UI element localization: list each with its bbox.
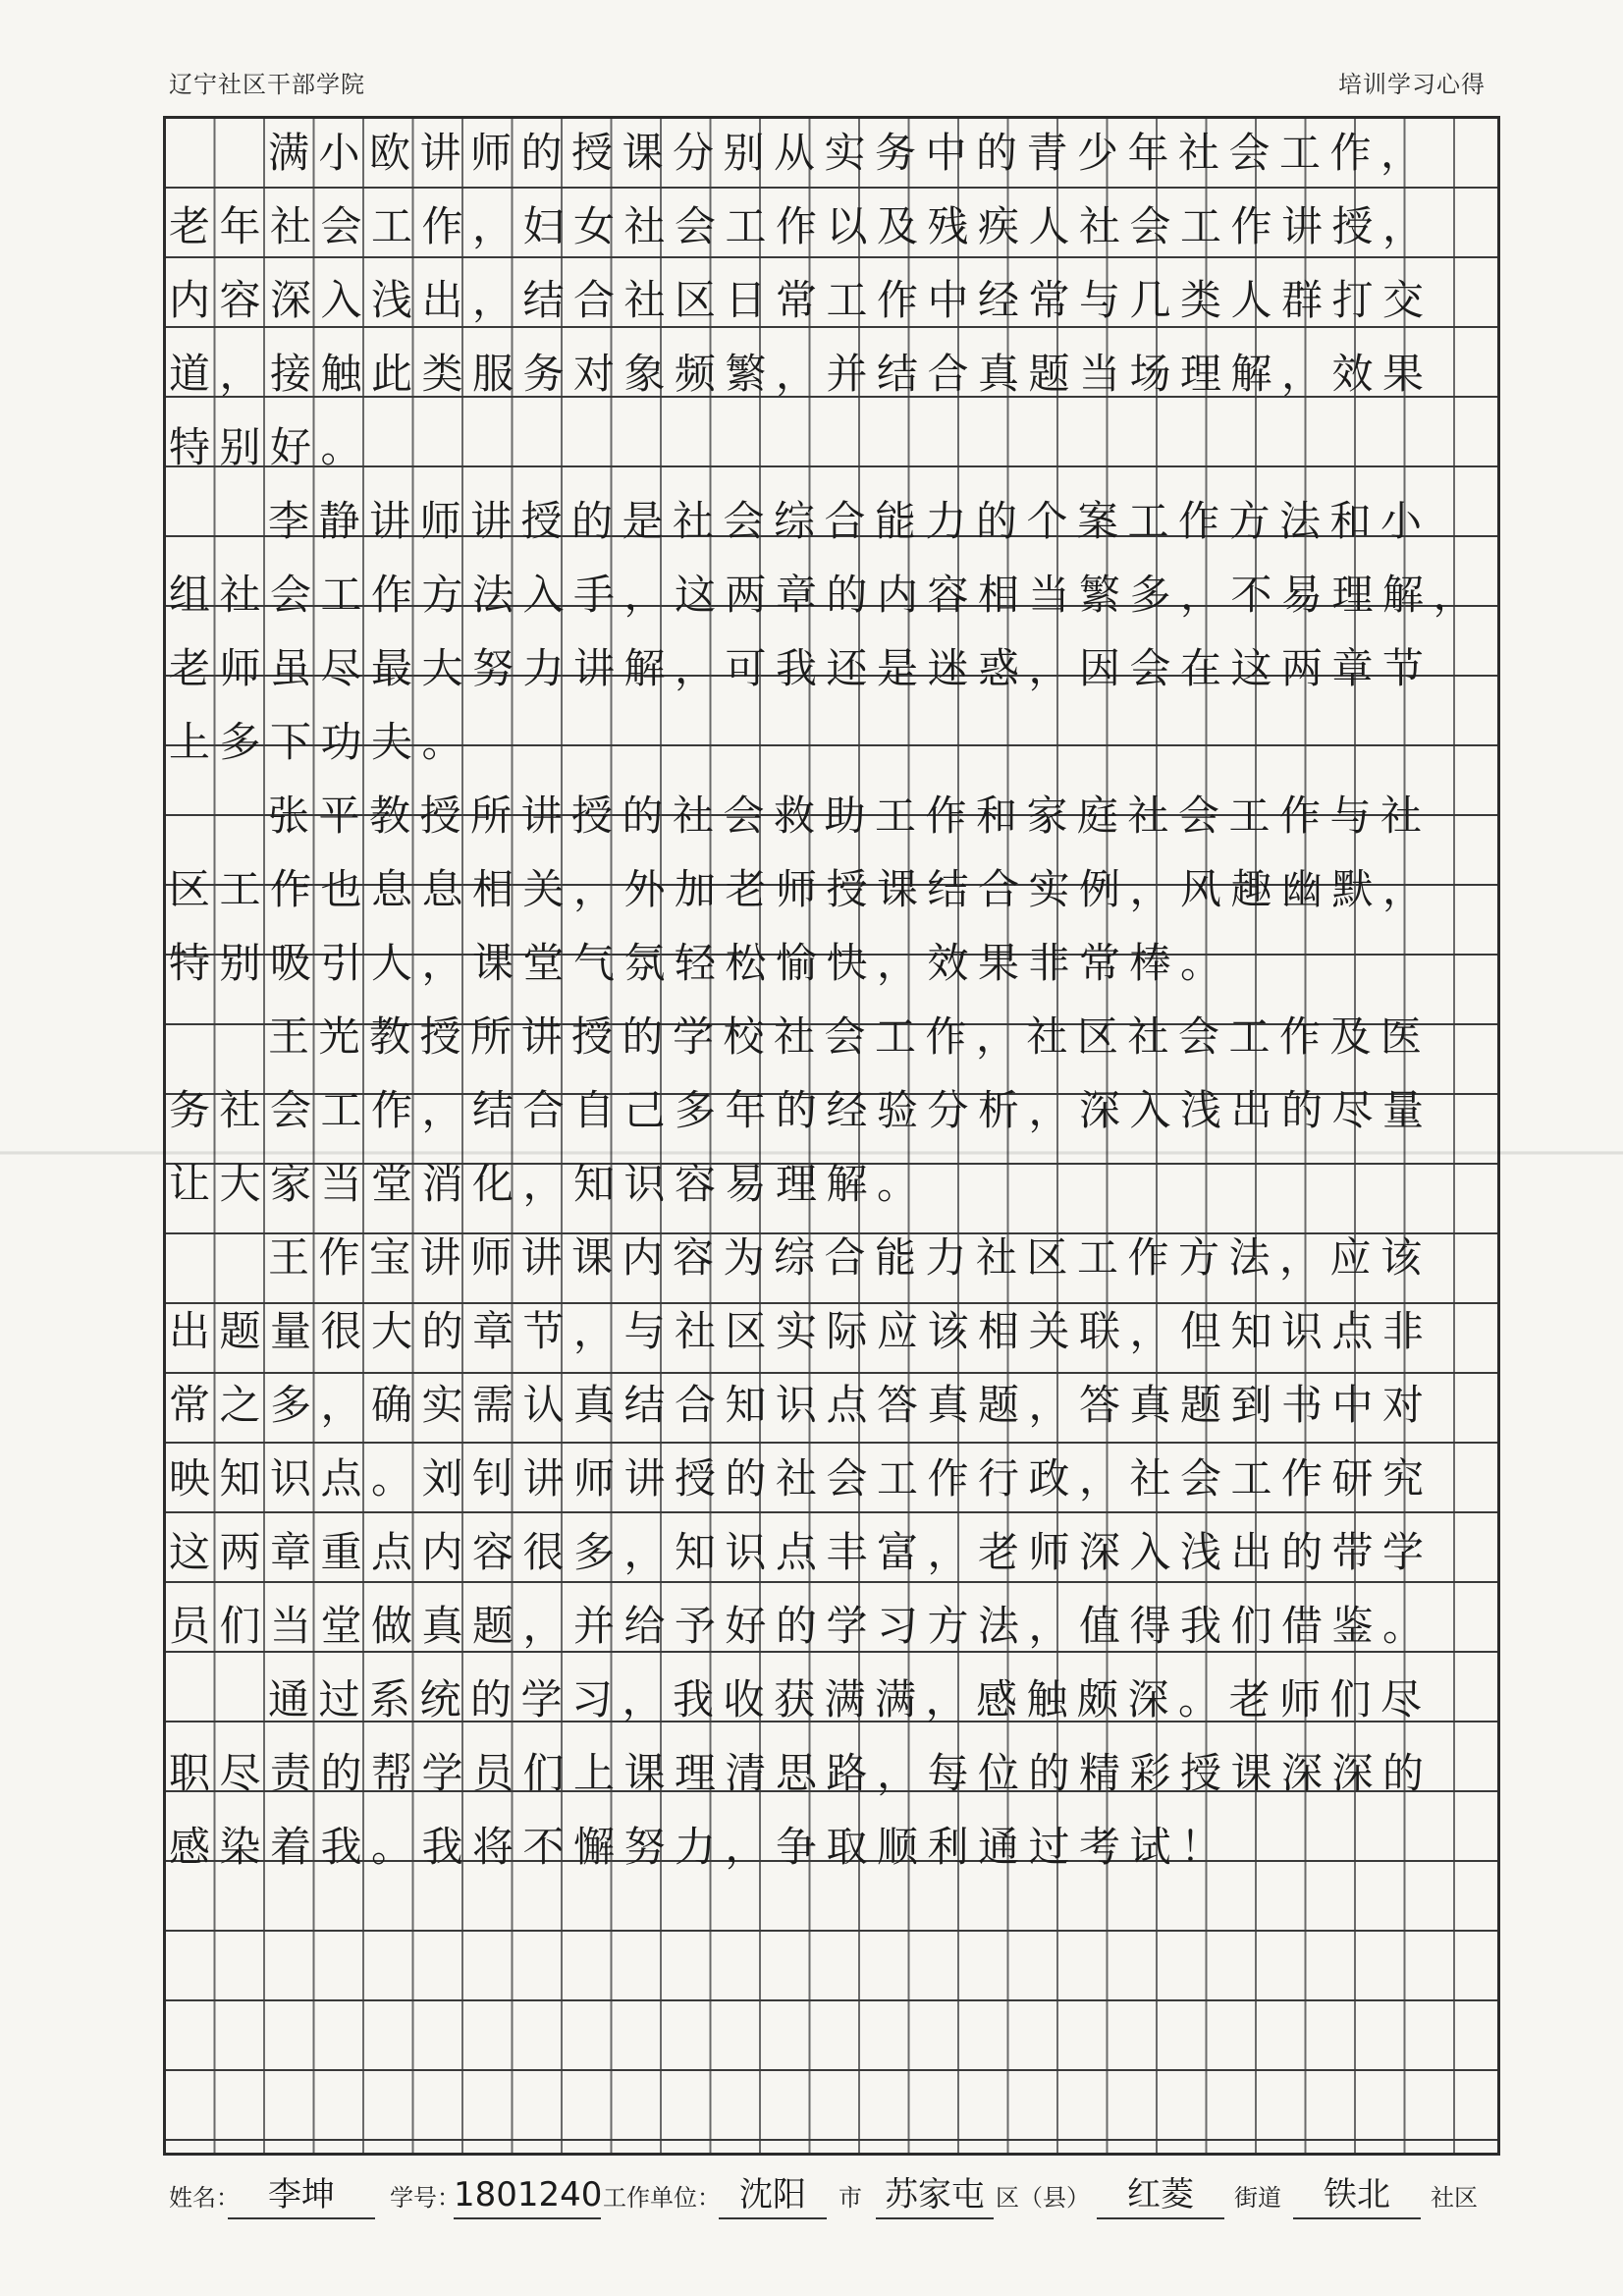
essay-line: 老年社会工作，妇女社会工作以及残疾人社会工作讲授，: [169, 202, 1434, 250]
community-label: 社区: [1431, 2184, 1478, 2212]
essay-line: 李静讲师讲授的是社会综合能力的个案工作方法和小: [268, 497, 1432, 545]
essay-line: 让大家当堂消化，知识容易理解。: [169, 1160, 928, 1208]
essay-line: 满小欧讲师的授课分别从实务中的青少年社会工作，: [268, 129, 1432, 177]
essay-line: 区工作也息息相关，外加老师授课结合实例，风趣幽默，: [169, 865, 1434, 913]
essay-line: 感染着我。我将不懈努力，争取顺利通过考试！: [169, 1823, 1231, 1871]
street-value: 红菱: [1097, 2172, 1224, 2219]
city-value: 沈阳: [719, 2172, 827, 2219]
community-value: 铁北: [1293, 2172, 1421, 2219]
essay-line: 常之多，确实需认真结合知识点答真题，答真题到书中对: [169, 1381, 1434, 1429]
work-unit-label: 工作单位：: [603, 2184, 721, 2212]
name-value: 李坤: [228, 2172, 375, 2219]
student-id-value: 1801240: [454, 2172, 601, 2219]
essay-line: 映知识点。刘钊讲师讲授的社会工作行政，社会工作研究: [169, 1454, 1434, 1503]
essay-line: 特别好。: [169, 423, 372, 471]
district-label: 区（县）: [996, 2184, 1090, 2212]
header-institution: 辽宁社区干部学院: [169, 71, 365, 98]
name-label: 姓名：: [169, 2184, 240, 2212]
essay-line: 上多下功夫。: [169, 718, 473, 766]
signature-footer: [169, 2175, 1504, 2227]
essay-line: 王作宝讲师讲课内容为综合能力社区工作方法，应该: [268, 1233, 1432, 1282]
essay-line: 特别吸引人，课堂气氛轻松愉快，效果非常棒。: [169, 939, 1231, 987]
city-label: 市: [839, 2184, 862, 2212]
essay-line: 老师虽尽最大努力讲解，可我还是迷惑，因会在这两章节: [169, 644, 1434, 692]
essay-line: 通过系统的学习，我收获满满，感触颇深。老师们尽: [268, 1675, 1432, 1723]
essay-body: [163, 116, 1500, 1884]
header-doc-title: 培训学习心得: [1338, 71, 1486, 98]
essay-line: 道，接触此类服务对象频繁，并结合真题当场理解，效果: [169, 350, 1434, 398]
essay-line: 职尽责的帮学员们上课理清思路，每位的精彩授课深深的: [169, 1749, 1434, 1797]
district-value: 苏家屯: [876, 2172, 994, 2219]
essay-line: 内容深入浅出，结合社区日常工作中经常与几类人群打交: [169, 276, 1434, 324]
essay-line: 员们当堂做真题，并给予好的学习方法，值得我们借鉴。: [169, 1602, 1434, 1650]
essay-line: 张平教授所讲授的社会救助工作和家庭社会工作与社: [268, 792, 1432, 840]
essay-line: 务社会工作，结合自己多年的经验分析，深入浅出的尽量: [169, 1086, 1434, 1134]
essay-line: 出题量很大的章节，与社区实际应该相关联，但知识点非: [169, 1307, 1434, 1355]
street-label: 街道: [1234, 2184, 1281, 2212]
essay-line: 组社会工作方法入手，这两章的内容相当繁多，不易理解，: [169, 571, 1485, 619]
essay-line: 王光教授所讲授的学校社会工作，社区社会工作及医: [268, 1012, 1432, 1061]
essay-line: 这两章重点内容很多，知识点丰富，老师深入浅出的带学: [169, 1528, 1434, 1576]
student-id-label: 学号：: [390, 2184, 460, 2212]
